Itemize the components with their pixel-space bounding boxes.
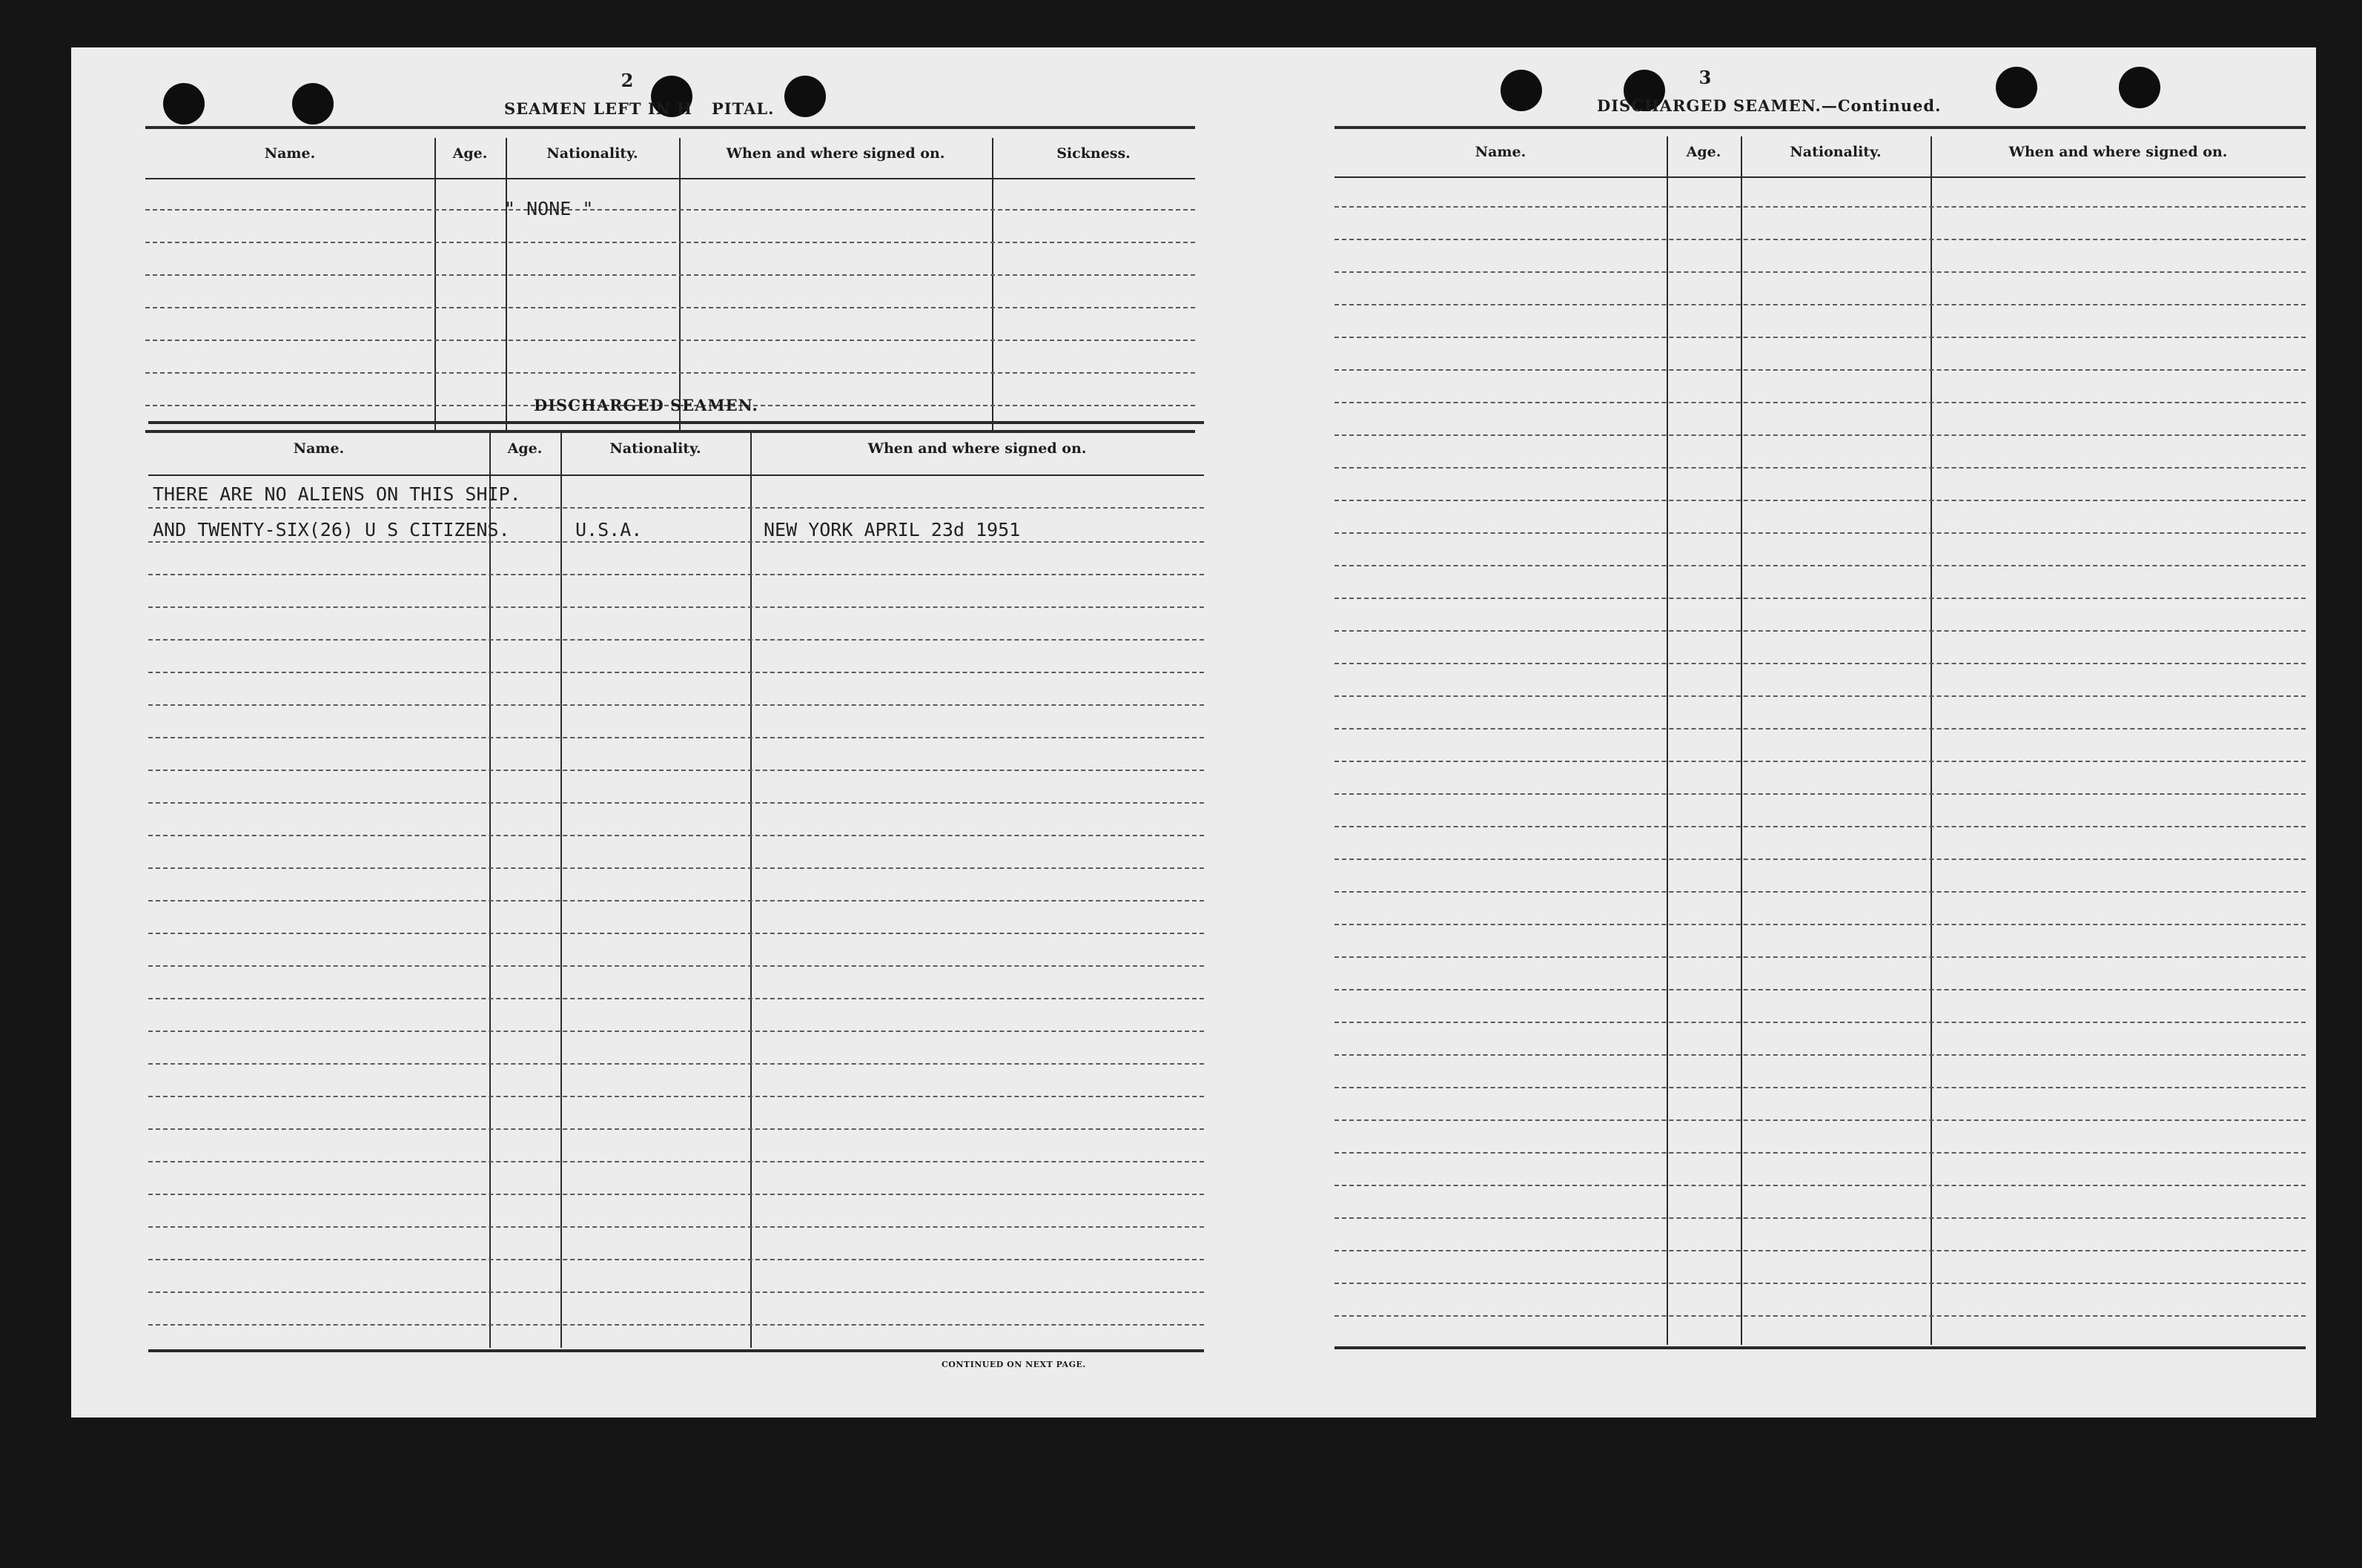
entry-line (148, 933, 1204, 934)
col-header-age: Age. (1686, 144, 1721, 160)
entry-line (1334, 761, 2306, 762)
col-header-name: Name. (1475, 144, 1526, 160)
entry-line (1334, 1283, 2306, 1284)
entry-line (1334, 402, 2306, 403)
entry-line (1334, 1250, 2306, 1251)
col-divider (506, 138, 507, 431)
table-bottom-rule (1334, 1346, 2306, 1349)
col-divider (679, 138, 681, 431)
right-page (1228, 47, 2316, 1418)
col-divider (1741, 136, 1742, 1345)
page-number: 3 (1698, 67, 1712, 88)
col-header-signed-on: When and where signed on. (867, 440, 1087, 457)
entry-name: THERE ARE NO ALIENS ON THIS SHIP. (153, 483, 521, 505)
left-page (71, 47, 1228, 1418)
entry-line (1334, 1315, 2306, 1317)
entry-line (1334, 598, 2306, 599)
entry-line (148, 998, 1204, 999)
entry-line (148, 574, 1204, 575)
entry-line (148, 639, 1204, 641)
col-header-signed-on: When and where signed on. (726, 145, 945, 162)
col-divider (992, 138, 993, 431)
col-header-nationality: Nationality. (609, 440, 701, 457)
entry-line (1334, 337, 2306, 338)
header-rule (1334, 176, 2306, 178)
section-rule (145, 430, 1195, 433)
entry-line (148, 802, 1204, 804)
hospital-entry: " NONE " (504, 198, 594, 219)
entry-line (1334, 956, 2306, 958)
entry-line (1334, 1217, 2306, 1219)
entry-line (1334, 891, 2306, 893)
entry-line (148, 672, 1204, 673)
punch-hole (1501, 70, 1542, 111)
form-sheet (71, 47, 2316, 1418)
entry-line (148, 867, 1204, 869)
col-header-nationality: Nationality. (546, 145, 638, 162)
entry-line (148, 900, 1204, 902)
entry-line (145, 307, 1195, 308)
entry-line (145, 274, 1195, 276)
entry-line (1334, 695, 2306, 697)
table-top-rule (145, 126, 1195, 129)
entry-line (1334, 239, 2306, 240)
entry-line (1334, 630, 2306, 632)
entry-line (148, 1259, 1204, 1260)
col-divider (560, 433, 562, 1348)
continued-note: CONTINUED ON NEXT PAGE. (942, 1360, 1086, 1369)
col-header-nationality: Nationality. (1790, 144, 1882, 160)
col-divider (750, 433, 752, 1348)
col-header-age: Age. (452, 145, 488, 162)
entry-line (1334, 1054, 2306, 1056)
table-top-rule (1334, 126, 2306, 129)
entry-nationality: U.S.A. (575, 519, 643, 540)
discharged-continued-title: DISCHARGED SEAMEN.—Continued. (1597, 96, 1942, 115)
entry-line (1334, 663, 2306, 664)
entry-line (145, 372, 1195, 374)
entry-line (148, 704, 1204, 706)
entry-line (1334, 271, 2306, 273)
entry-line (1334, 500, 2306, 501)
col-divider (1667, 136, 1668, 1345)
entry-line (148, 835, 1204, 836)
entry-line (1334, 1119, 2306, 1121)
entry-line (148, 1194, 1204, 1195)
col-header-sickness: Sickness. (1056, 145, 1131, 162)
entry-line (1334, 532, 2306, 534)
entry-line (1334, 369, 2306, 371)
entry-line (1334, 1022, 2306, 1023)
header-rule (145, 178, 1195, 179)
entry-line (1334, 859, 2306, 860)
col-header-signed-on: When and where signed on. (2008, 144, 2228, 160)
entry-line (148, 1324, 1204, 1326)
entry-line (145, 242, 1195, 243)
entry-line (148, 770, 1204, 771)
entry-line (148, 541, 1204, 543)
entry-line (1334, 565, 2306, 566)
table-bottom-rule (148, 1349, 1204, 1352)
discharged-section-title: DISCHARGED SEAMEN. (534, 396, 758, 414)
entry-line (148, 1031, 1204, 1032)
entry-line (1334, 989, 2306, 990)
entry-line (1334, 1152, 2306, 1154)
entry-line (1334, 728, 2306, 730)
entry-line (148, 1096, 1204, 1097)
entry-line (1334, 304, 2306, 305)
header-rule (148, 474, 1204, 476)
hospital-section-title: SEAMEN LEFT IN H PITAL. (504, 99, 775, 118)
entry-line (1334, 1185, 2306, 1186)
entry-line (145, 209, 1195, 211)
entry-line (148, 965, 1204, 967)
entry-line (1334, 826, 2306, 827)
entry-line (1334, 434, 2306, 436)
entry-line (145, 340, 1195, 341)
entry-line (148, 1226, 1204, 1228)
punch-hole (292, 83, 334, 125)
entry-signed-on: NEW YORK APRIL 23d 1951 (764, 519, 1021, 540)
entry-line (148, 1063, 1204, 1065)
table-top-rule (148, 421, 1204, 424)
col-divider (489, 433, 491, 1348)
entry-line (1334, 1087, 2306, 1088)
entry-line (148, 737, 1204, 738)
col-divider (434, 138, 436, 431)
page-number: 2 (621, 70, 634, 91)
entry-line (148, 507, 1204, 509)
col-divider (1931, 136, 1932, 1345)
col-header-name: Name. (264, 145, 316, 162)
entry-line (1334, 793, 2306, 795)
col-header-name: Name. (293, 440, 345, 457)
col-header-age: Age. (507, 440, 543, 457)
entry-line (1334, 924, 2306, 925)
entry-line (148, 1128, 1204, 1130)
entry-line (148, 1291, 1204, 1293)
entry-name: AND TWENTY-SIX(26) U S CITIZENS. (153, 519, 510, 540)
entry-line (1334, 206, 2306, 208)
punch-hole (784, 76, 826, 117)
punch-hole (1996, 67, 2037, 108)
entry-line (148, 1161, 1204, 1162)
entry-line (148, 606, 1204, 608)
entry-line (1334, 467, 2306, 469)
punch-hole (163, 83, 205, 125)
punch-hole (2119, 67, 2160, 108)
